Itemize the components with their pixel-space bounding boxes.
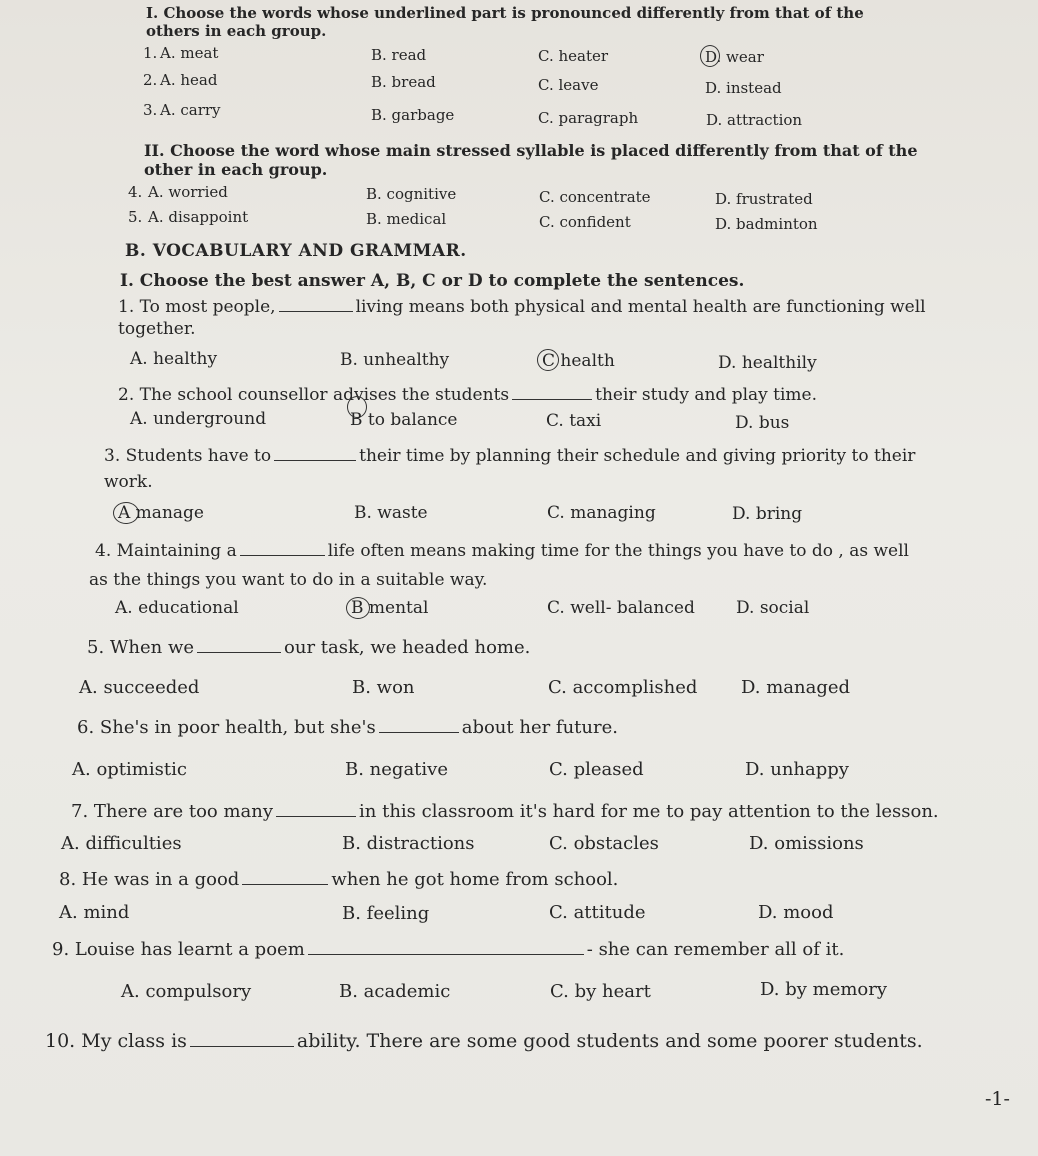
- v-q8-option-c[interactable]: C. attitude: [549, 902, 646, 923]
- v-q5-option-d[interactable]: D. managed: [741, 677, 851, 698]
- v-q2-option-b[interactable]: B to balance: [350, 410, 458, 430]
- v-q2-option-a[interactable]: A. underground: [130, 409, 267, 429]
- answer-blank[interactable]: [276, 815, 356, 817]
- v-q9-option-c[interactable]: C. by heart: [550, 981, 651, 1002]
- q2-option-a[interactable]: A. head: [160, 71, 218, 89]
- v-q9-option-b[interactable]: B. academic: [339, 981, 451, 1002]
- vocab-heading: B. VOCABULARY AND GRAMMAR.: [125, 241, 467, 261]
- q2-option-b[interactable]: B. bread: [371, 73, 436, 91]
- v-q8-stem: 8. He was in a good when he got home from school.: [59, 869, 619, 890]
- q5-option-c[interactable]: C. confident: [539, 213, 631, 231]
- v-q10-stem: 10. My class is ability. There are some good students and some poorer students.: [45, 1030, 923, 1052]
- v-q2-stem: 2. The school counsellor advises the students their study and play time.: [118, 385, 818, 405]
- v-q2-option-c[interactable]: C. taxi: [546, 411, 602, 431]
- answer-blank[interactable]: [240, 554, 325, 556]
- q4-option-d[interactable]: D. frustrated: [715, 190, 813, 208]
- v-q9-option-d[interactable]: D. by memory: [760, 979, 888, 1000]
- v-q4-option-a[interactable]: A. educational: [115, 598, 239, 618]
- v-q3-stem-line2: work.: [104, 472, 153, 492]
- v-q5-stem: 5. When we our task, we headed home.: [87, 637, 531, 658]
- section-2-heading-cont: other in each group.: [144, 160, 328, 179]
- v-q5-option-b[interactable]: B. won: [352, 677, 415, 698]
- v-q4-option-d[interactable]: D. social: [736, 598, 810, 618]
- v-q3-option-a[interactable]: A manage: [118, 503, 204, 523]
- section-1-heading-cont: others in each group.: [146, 22, 327, 40]
- v-q3-stem: 3. Students have to their time by planning their schedule and giving priority to their: [104, 446, 916, 466]
- v-q1-stem-line2: together.: [118, 319, 196, 339]
- vocab-instruction: I. Choose the best answer A, B, C or D to complete the sentences.: [120, 271, 745, 291]
- v-q6-option-c[interactable]: C. pleased: [549, 759, 644, 780]
- q1-option-a[interactable]: A. meat: [160, 44, 219, 62]
- v-q8-option-a[interactable]: A. mind: [59, 902, 130, 923]
- v-q3-option-b[interactable]: B. waste: [354, 503, 428, 523]
- answer-blank[interactable]: [197, 651, 281, 653]
- q3-option-a[interactable]: A. carry: [160, 101, 221, 119]
- answer-blank[interactable]: [512, 398, 592, 400]
- v-q4-stem: 4. Maintaining a life often means making time for the things you have to do , as well: [95, 541, 909, 561]
- q3-option-b[interactable]: B. garbage: [371, 106, 455, 124]
- q5-option-a[interactable]: A. disappoint: [148, 208, 249, 226]
- answer-blank[interactable]: [190, 1045, 294, 1047]
- q5-option-d[interactable]: D. badminton: [715, 215, 818, 233]
- v-q1-option-c[interactable]: C health: [542, 351, 615, 371]
- v-q7-option-b[interactable]: B. distractions: [342, 833, 475, 854]
- q2-option-d[interactable]: D. instead: [705, 79, 782, 97]
- answer-blank[interactable]: [379, 731, 459, 733]
- v-q9-stem: 9. Louise has learnt a poem - she can remember all of it.: [52, 939, 845, 960]
- v-q7-stem: 7. There are too many in this classroom it's hard for me to pay attention to the lesson.: [71, 801, 939, 822]
- v-q1-option-d[interactable]: D. healthily: [718, 353, 817, 373]
- q5-option-b[interactable]: B. medical: [366, 210, 447, 228]
- v-q3-option-d[interactable]: D. bring: [732, 504, 803, 524]
- q3-option-d[interactable]: D. attraction: [706, 111, 803, 129]
- v-q5-option-c[interactable]: C. accomplished: [548, 677, 698, 698]
- v-q4-option-b[interactable]: B mental: [351, 598, 429, 618]
- v-q6-option-a[interactable]: A. optimistic: [72, 759, 187, 780]
- q2-number: 2.: [143, 71, 158, 89]
- v-q4-stem-line2: as the things you want to do in a suitable way.: [89, 570, 488, 590]
- answer-blank[interactable]: [308, 953, 584, 955]
- section-1-heading: I. Choose the words whose underlined part is pronounced differently from that of the: [146, 4, 864, 22]
- q4-number: 4.: [128, 183, 143, 201]
- v-q4-option-c[interactable]: C. well- balanced: [547, 598, 695, 618]
- q1-option-c[interactable]: C. heater: [538, 47, 609, 65]
- v-q1-option-a[interactable]: A. healthy: [130, 349, 218, 369]
- v-q3-option-c[interactable]: C. managing: [547, 503, 656, 523]
- q2-option-c[interactable]: C. leave: [538, 76, 599, 94]
- q3-number: 3.: [143, 101, 158, 119]
- v-q8-option-b[interactable]: B. feeling: [342, 903, 430, 924]
- v-q6-option-d[interactable]: D. unhappy: [745, 759, 849, 780]
- q1-option-b[interactable]: B. read: [371, 46, 427, 64]
- answer-blank[interactable]: [279, 310, 353, 312]
- v-q7-option-a[interactable]: A. difficulties: [61, 833, 182, 854]
- answer-blank[interactable]: [274, 459, 356, 461]
- q1-number: 1.: [143, 44, 158, 62]
- v-q7-option-c[interactable]: C. obstacles: [549, 833, 659, 854]
- v-q7-option-d[interactable]: D. omissions: [749, 833, 864, 854]
- q3-option-c[interactable]: C. paragraph: [538, 109, 639, 127]
- q5-number: 5.: [128, 208, 143, 226]
- v-q6-option-b[interactable]: B. negative: [345, 759, 448, 780]
- q4-option-a[interactable]: A. worried: [148, 183, 228, 201]
- q4-option-c[interactable]: C. concentrate: [539, 188, 651, 206]
- v-q2-option-d[interactable]: D. bus: [735, 413, 790, 433]
- section-2-heading: II. Choose the word whose main stressed syllable is placed differently from that of the: [144, 141, 918, 160]
- v-q1-stem: 1. To most people, living means both physical and mental health are functioning well: [118, 297, 926, 317]
- q4-option-b[interactable]: B. cognitive: [366, 185, 457, 203]
- v-q8-option-d[interactable]: D. mood: [758, 902, 834, 923]
- v-q5-option-a[interactable]: A. succeeded: [79, 677, 200, 698]
- answer-blank[interactable]: [242, 883, 328, 885]
- v-q9-option-a[interactable]: A. compulsory: [121, 981, 252, 1002]
- v-q1-option-b[interactable]: B. unhealthy: [340, 350, 450, 370]
- v-q6-stem: 6. She's in poor health, but she's about her future.: [77, 717, 618, 738]
- page-number: -1-: [985, 1088, 1010, 1110]
- q1-option-d[interactable]: D. wear: [705, 48, 764, 66]
